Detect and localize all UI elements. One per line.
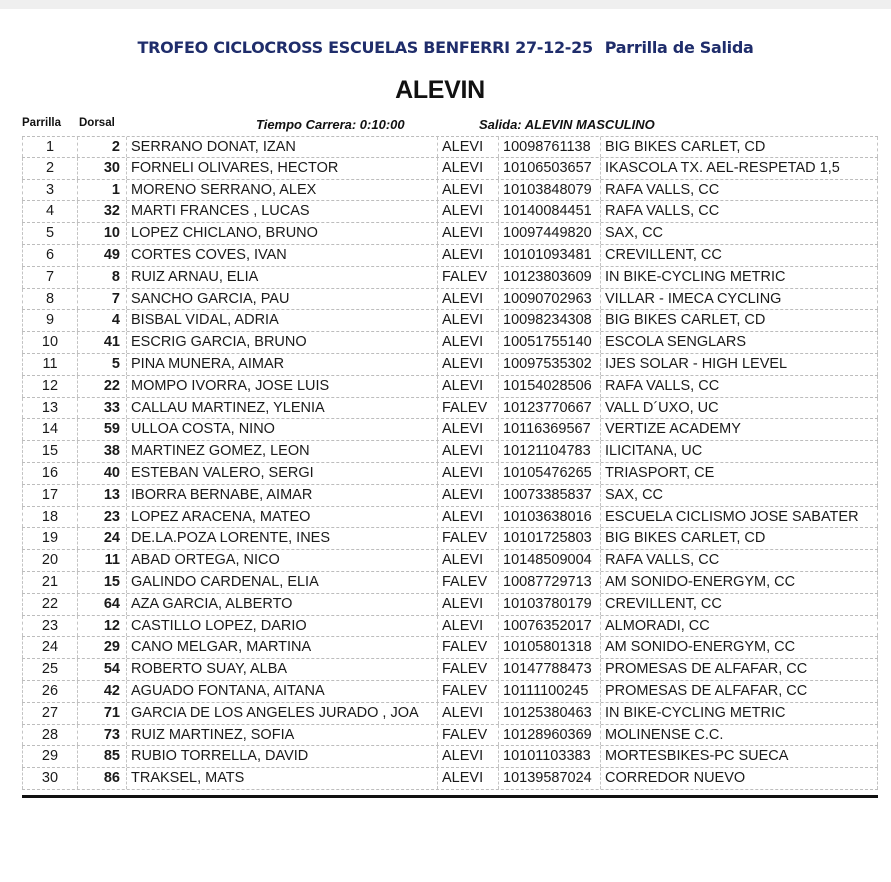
license-number: 10073385837	[498, 485, 600, 506]
table-bottom-rule	[22, 795, 878, 798]
rider-name: FORNELI OLIVARES, HECTOR	[126, 158, 437, 179]
rider-category: ALEVI	[437, 616, 498, 637]
club-name: MORTESBIKES-PC SUECA	[600, 746, 878, 767]
table-row	[22, 158, 878, 180]
license-number: 10105801318	[498, 637, 600, 658]
bib-number: 49	[77, 245, 126, 266]
bib-number: 10	[77, 223, 126, 244]
table-row	[22, 681, 878, 703]
table-row	[22, 201, 878, 223]
license-number: 10097535302	[498, 354, 600, 375]
rider-category: FALEV	[437, 637, 498, 658]
license-number: 10139587024	[498, 768, 600, 789]
bib-number: 71	[77, 703, 126, 724]
rider-name: MARTI FRANCES , LUCAS	[126, 201, 437, 222]
bib-number: 12	[77, 616, 126, 637]
rider-name: AGUADO FONTANA, AITANA	[126, 681, 437, 702]
document-subtitle: Parrilla de Salida	[604, 38, 754, 57]
rider-name: TRAKSEL, MATS	[126, 768, 437, 789]
club-name: ILICITANA, UC	[600, 441, 878, 462]
rider-name: MOMPO IVORRA, JOSE LUIS	[126, 376, 437, 397]
rider-category: ALEVI	[437, 137, 498, 157]
grid-position: 23	[22, 616, 77, 637]
rider-name: SANCHO GARCIA, PAU	[126, 289, 437, 310]
rider-category: ALEVI	[437, 507, 498, 528]
club-name: SAX, CC	[600, 485, 878, 506]
rider-category: FALEV	[437, 725, 498, 746]
club-name: CREVILLENT, CC	[600, 245, 878, 266]
table-row	[22, 441, 878, 463]
bib-number: 15	[77, 572, 126, 593]
grid-position: 28	[22, 725, 77, 746]
rider-category: FALEV	[437, 681, 498, 702]
rider-name: MARTINEZ GOMEZ, LEON	[126, 441, 437, 462]
rider-name: PINA MUNERA, AIMAR	[126, 354, 437, 375]
rider-name: AZA GARCIA, ALBERTO	[126, 594, 437, 615]
rider-category: ALEVI	[437, 746, 498, 767]
grid-position: 25	[22, 659, 77, 680]
bib-number: 13	[77, 485, 126, 506]
table-row	[22, 289, 878, 311]
grid-position: 14	[22, 419, 77, 440]
start-group: Salida: ALEVIN MASCULINO	[479, 117, 655, 132]
rider-name: ROBERTO SUAY, ALBA	[126, 659, 437, 680]
grid-position: 3	[22, 180, 77, 201]
table-row	[22, 419, 878, 441]
bib-number: 38	[77, 441, 126, 462]
grid-position: 7	[22, 267, 77, 288]
table-row	[22, 746, 878, 768]
rider-name: ESCRIG GARCIA, BRUNO	[126, 332, 437, 353]
license-number: 10128960369	[498, 725, 600, 746]
table-row	[22, 572, 878, 594]
rider-name: DE.LA.POZA LORENTE, INES	[126, 528, 437, 549]
rider-name: LOPEZ ARACENA, MATEO	[126, 507, 437, 528]
license-number: 10123803609	[498, 267, 600, 288]
club-name: RAFA VALLS, CC	[600, 376, 878, 397]
rider-category: ALEVI	[437, 441, 498, 462]
license-number: 10097449820	[498, 223, 600, 244]
club-name: ALMORADI, CC	[600, 616, 878, 637]
club-name: TRIASPORT, CE	[600, 463, 878, 484]
event-title: TROFEO CICLOCROSS ESCUELAS BENFERRI 27-12-25	[137, 38, 593, 57]
grid-position: 15	[22, 441, 77, 462]
license-number: 10154028506	[498, 376, 600, 397]
bib-number: 64	[77, 594, 126, 615]
club-name: VALL D´UXO, UC	[600, 398, 878, 419]
rider-category: ALEVI	[437, 594, 498, 615]
table-row	[22, 507, 878, 529]
license-number: 10106503657	[498, 158, 600, 179]
grid-position: 21	[22, 572, 77, 593]
bib-number: 23	[77, 507, 126, 528]
club-name: SAX, CC	[600, 223, 878, 244]
license-number: 10140084451	[498, 201, 600, 222]
bib-number: 24	[77, 528, 126, 549]
bib-number: 33	[77, 398, 126, 419]
license-number: 10121104783	[498, 441, 600, 462]
rider-category: FALEV	[437, 528, 498, 549]
table-row	[22, 180, 878, 202]
bib-number: 4	[77, 310, 126, 331]
bib-number: 59	[77, 419, 126, 440]
race-time: Tiempo Carrera: 0:10:00	[256, 117, 405, 132]
grid-position: 4	[22, 201, 77, 222]
table-row	[22, 594, 878, 616]
table-row	[22, 550, 878, 572]
grid-position: 26	[22, 681, 77, 702]
license-number: 10098761138	[498, 137, 600, 157]
rider-category: FALEV	[437, 659, 498, 680]
club-name: AM SONIDO-ENERGYM, CC	[600, 637, 878, 658]
column-header-parrilla: Parrilla	[22, 117, 61, 129]
rider-category: ALEVI	[437, 223, 498, 244]
rider-name: RUBIO TORRELLA, DAVID	[126, 746, 437, 767]
table-row	[22, 725, 878, 747]
license-number: 10105476265	[498, 463, 600, 484]
club-name: RAFA VALLS, CC	[600, 201, 878, 222]
bib-number: 42	[77, 681, 126, 702]
license-number: 10087729713	[498, 572, 600, 593]
table-row	[22, 703, 878, 725]
table-row	[22, 332, 878, 354]
rider-category: FALEV	[437, 267, 498, 288]
category-heading: ALEVIN	[395, 76, 485, 104]
club-name: ESCOLA SENGLARS	[600, 332, 878, 353]
bib-number: 40	[77, 463, 126, 484]
top-bar	[0, 0, 891, 9]
club-name: BIG BIKES CARLET, CD	[600, 528, 878, 549]
bib-number: 85	[77, 746, 126, 767]
club-name: BIG BIKES CARLET, CD	[600, 137, 878, 157]
grid-position: 2	[22, 158, 77, 179]
column-header-dorsal: Dorsal	[79, 117, 115, 129]
bib-number: 41	[77, 332, 126, 353]
grid-position: 9	[22, 310, 77, 331]
table-row	[22, 659, 878, 681]
rider-category: ALEVI	[437, 485, 498, 506]
bib-number: 29	[77, 637, 126, 658]
table-row	[22, 463, 878, 485]
rider-category: ALEVI	[437, 289, 498, 310]
club-name: IN BIKE-CYCLING METRIC	[600, 703, 878, 724]
grid-position: 5	[22, 223, 77, 244]
rider-name: CASTILLO LOPEZ, DARIO	[126, 616, 437, 637]
club-name: PROMESAS DE ALFAFAR, CC	[600, 659, 878, 680]
license-number: 10103848079	[498, 180, 600, 201]
rider-category: ALEVI	[437, 158, 498, 179]
rider-category: ALEVI	[437, 419, 498, 440]
grid-position: 18	[22, 507, 77, 528]
rider-category: ALEVI	[437, 310, 498, 331]
rider-category: ALEVI	[437, 703, 498, 724]
rider-name: ESTEBAN VALERO, SERGI	[126, 463, 437, 484]
rider-name: CANO MELGAR, MARTINA	[126, 637, 437, 658]
table-row	[22, 616, 878, 638]
bib-number: 54	[77, 659, 126, 680]
rider-name: GARCIA DE LOS ANGELES JURADO , JOA	[126, 703, 437, 724]
rider-name: MORENO SERRANO, ALEX	[126, 180, 437, 201]
club-name: AM SONIDO-ENERGYM, CC	[600, 572, 878, 593]
rider-name: IBORRA BERNABE, AIMAR	[126, 485, 437, 506]
table-row	[22, 354, 878, 376]
rider-category: ALEVI	[437, 550, 498, 571]
grid-position: 17	[22, 485, 77, 506]
club-name: PROMESAS DE ALFAFAR, CC	[600, 681, 878, 702]
club-name: CORREDOR NUEVO	[600, 768, 878, 789]
rider-name: LOPEZ CHICLANO, BRUNO	[126, 223, 437, 244]
grid-position: 8	[22, 289, 77, 310]
bib-number: 86	[77, 768, 126, 789]
bib-number: 7	[77, 289, 126, 310]
grid-position: 22	[22, 594, 77, 615]
rider-name: RUIZ ARNAU, ELIA	[126, 267, 437, 288]
rider-category: ALEVI	[437, 354, 498, 375]
grid-position: 16	[22, 463, 77, 484]
bib-number: 73	[77, 725, 126, 746]
rider-name: CALLAU MARTINEZ, YLENIA	[126, 398, 437, 419]
grid-position: 30	[22, 768, 77, 789]
table-row	[22, 398, 878, 420]
bib-number: 32	[77, 201, 126, 222]
rider-name: ABAD ORTEGA, NICO	[126, 550, 437, 571]
table-row	[22, 245, 878, 267]
rider-category: ALEVI	[437, 376, 498, 397]
rider-category: FALEV	[437, 398, 498, 419]
grid-position: 1	[22, 137, 77, 157]
rider-category: ALEVI	[437, 180, 498, 201]
rider-category: ALEVI	[437, 332, 498, 353]
table-row	[22, 223, 878, 245]
license-number: 10148509004	[498, 550, 600, 571]
club-name: IJES SOLAR - HIGH LEVEL	[600, 354, 878, 375]
rider-name: BISBAL VIDAL, ADRIA	[126, 310, 437, 331]
rider-name: RUIZ MARTINEZ, SOFIA	[126, 725, 437, 746]
license-number: 10051755140	[498, 332, 600, 353]
rider-name: SERRANO DONAT, IZAN	[126, 137, 437, 157]
rider-name: ULLOA COSTA, NINO	[126, 419, 437, 440]
club-name: IN BIKE-CYCLING METRIC	[600, 267, 878, 288]
table-row	[22, 768, 878, 790]
rider-name: CORTES COVES, IVAN	[126, 245, 437, 266]
rider-category: ALEVI	[437, 245, 498, 266]
grid-position: 20	[22, 550, 77, 571]
bib-number: 2	[77, 137, 126, 157]
club-name: IKASCOLA TX. AEL-RESPETAD 1,5	[600, 158, 878, 179]
club-name: RAFA VALLS, CC	[600, 180, 878, 201]
license-number: 10125380463	[498, 703, 600, 724]
rider-name: GALINDO CARDENAL, ELIA	[126, 572, 437, 593]
club-name: CREVILLENT, CC	[600, 594, 878, 615]
bib-number: 1	[77, 180, 126, 201]
rider-category: ALEVI	[437, 201, 498, 222]
license-number: 10101103383	[498, 746, 600, 767]
grid-position: 29	[22, 746, 77, 767]
license-number: 10101093481	[498, 245, 600, 266]
license-number: 10076352017	[498, 616, 600, 637]
grid-position: 11	[22, 354, 77, 375]
bib-number: 8	[77, 267, 126, 288]
bib-number: 11	[77, 550, 126, 571]
table-row	[22, 267, 878, 289]
club-name: VERTIZE ACADEMY	[600, 419, 878, 440]
club-name: BIG BIKES CARLET, CD	[600, 310, 878, 331]
table-row	[22, 528, 878, 550]
license-number: 10147788473	[498, 659, 600, 680]
table-row	[22, 376, 878, 398]
grid-position: 24	[22, 637, 77, 658]
grid-position: 19	[22, 528, 77, 549]
grid-position: 10	[22, 332, 77, 353]
grid-position: 12	[22, 376, 77, 397]
table-row	[22, 136, 878, 158]
club-name: ESCUELA CICLISMO JOSE SABATER	[600, 507, 878, 528]
license-number: 10098234308	[498, 310, 600, 331]
bib-number: 22	[77, 376, 126, 397]
license-number: 10101725803	[498, 528, 600, 549]
rider-category: ALEVI	[437, 463, 498, 484]
license-number: 10103638016	[498, 507, 600, 528]
rider-category: FALEV	[437, 572, 498, 593]
club-name: RAFA VALLS, CC	[600, 550, 878, 571]
table-row	[22, 310, 878, 332]
license-number: 10111100245	[498, 681, 600, 702]
grid-position: 27	[22, 703, 77, 724]
grid-position: 13	[22, 398, 77, 419]
grid-position: 6	[22, 245, 77, 266]
bib-number: 30	[77, 158, 126, 179]
license-number: 10116369567	[498, 419, 600, 440]
table-row	[22, 637, 878, 659]
document-title	[0, 38, 891, 57]
bib-number: 5	[77, 354, 126, 375]
license-number: 10123770667	[498, 398, 600, 419]
table-row	[22, 485, 878, 507]
rider-category: ALEVI	[437, 768, 498, 789]
club-name: MOLINENSE C.C.	[600, 725, 878, 746]
club-name: VILLAR - IMECA CYCLING	[600, 289, 878, 310]
license-number: 10103780179	[498, 594, 600, 615]
license-number: 10090702963	[498, 289, 600, 310]
start-grid-table	[22, 136, 878, 790]
